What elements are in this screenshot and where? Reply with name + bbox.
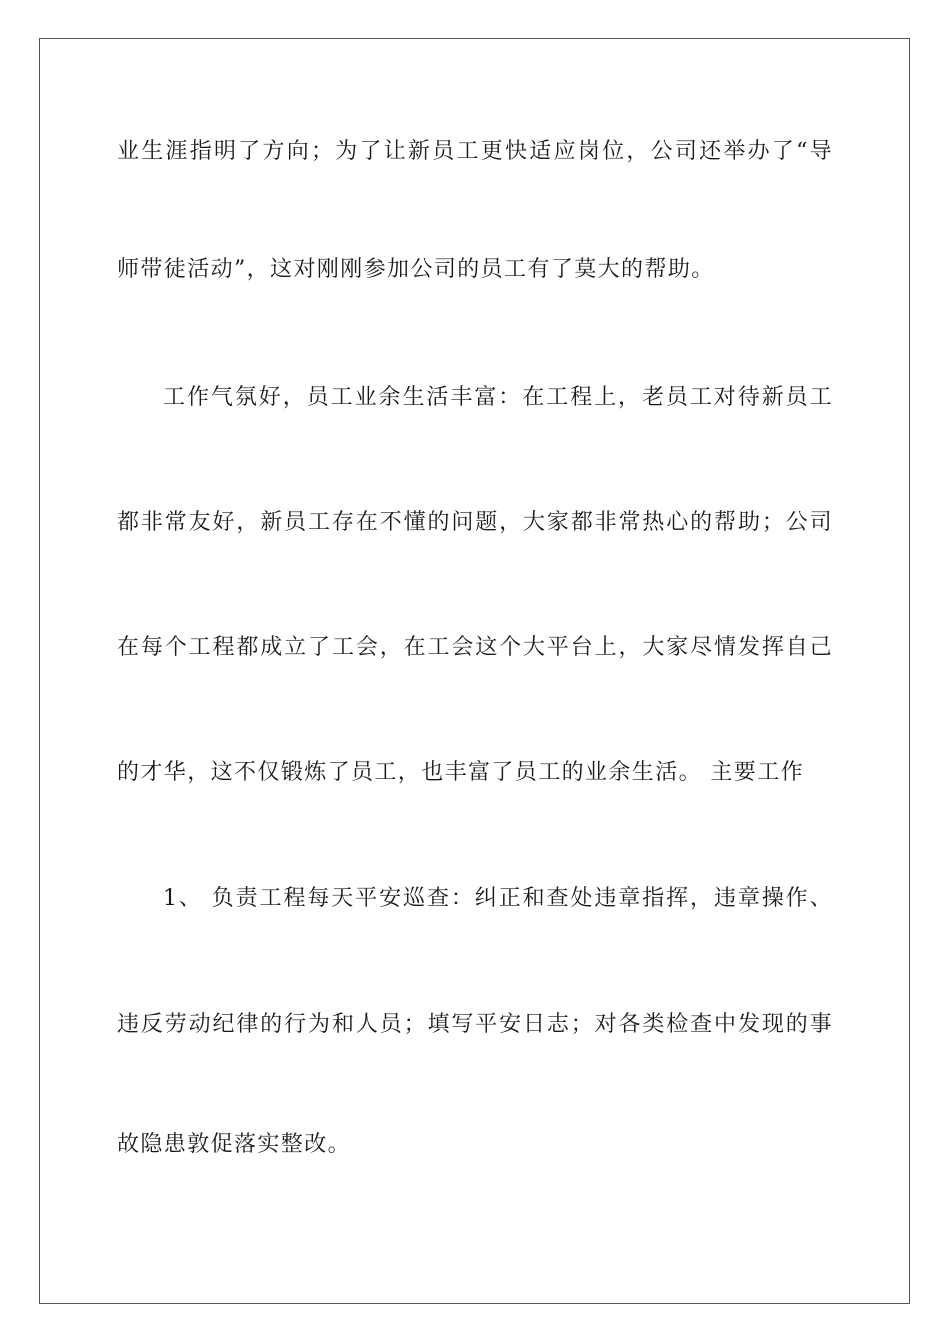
text-line: 故隐患敦促落实整改。 (117, 1132, 352, 1157)
text-line: 师带徒活动”，这对刚刚参加公司的员工有了莫大的帮助。 (117, 257, 715, 282)
text-line: 都非常友好，新员工存在不懂的问题，大家都非常热心的帮助；公司 (117, 510, 833, 535)
text-line: 的才华，这不仅锻炼了员工，也丰富了员工的业余生活。 主要工作 (117, 760, 804, 785)
text-line: 1、 负责工程每天平安巡查：纠正和查处违章指挥，违章操作、 (163, 886, 833, 911)
text-line: 在每个工程都成立了工会，在工会这个大平台上，大家尽情发挥自己 (117, 635, 833, 660)
text-line: 工作气氛好，员工业余生活丰富：在工程上，老员工对待新员工 (163, 385, 833, 410)
text-line: 违反劳动纪律的行为和人员；填写平安日志；对各类检查中发现的事 (117, 1012, 833, 1037)
page-border (39, 38, 910, 1304)
text-line: 业生涯指明了方向；为了让新员工更快适应岗位，公司还举办了“导 (117, 139, 833, 164)
